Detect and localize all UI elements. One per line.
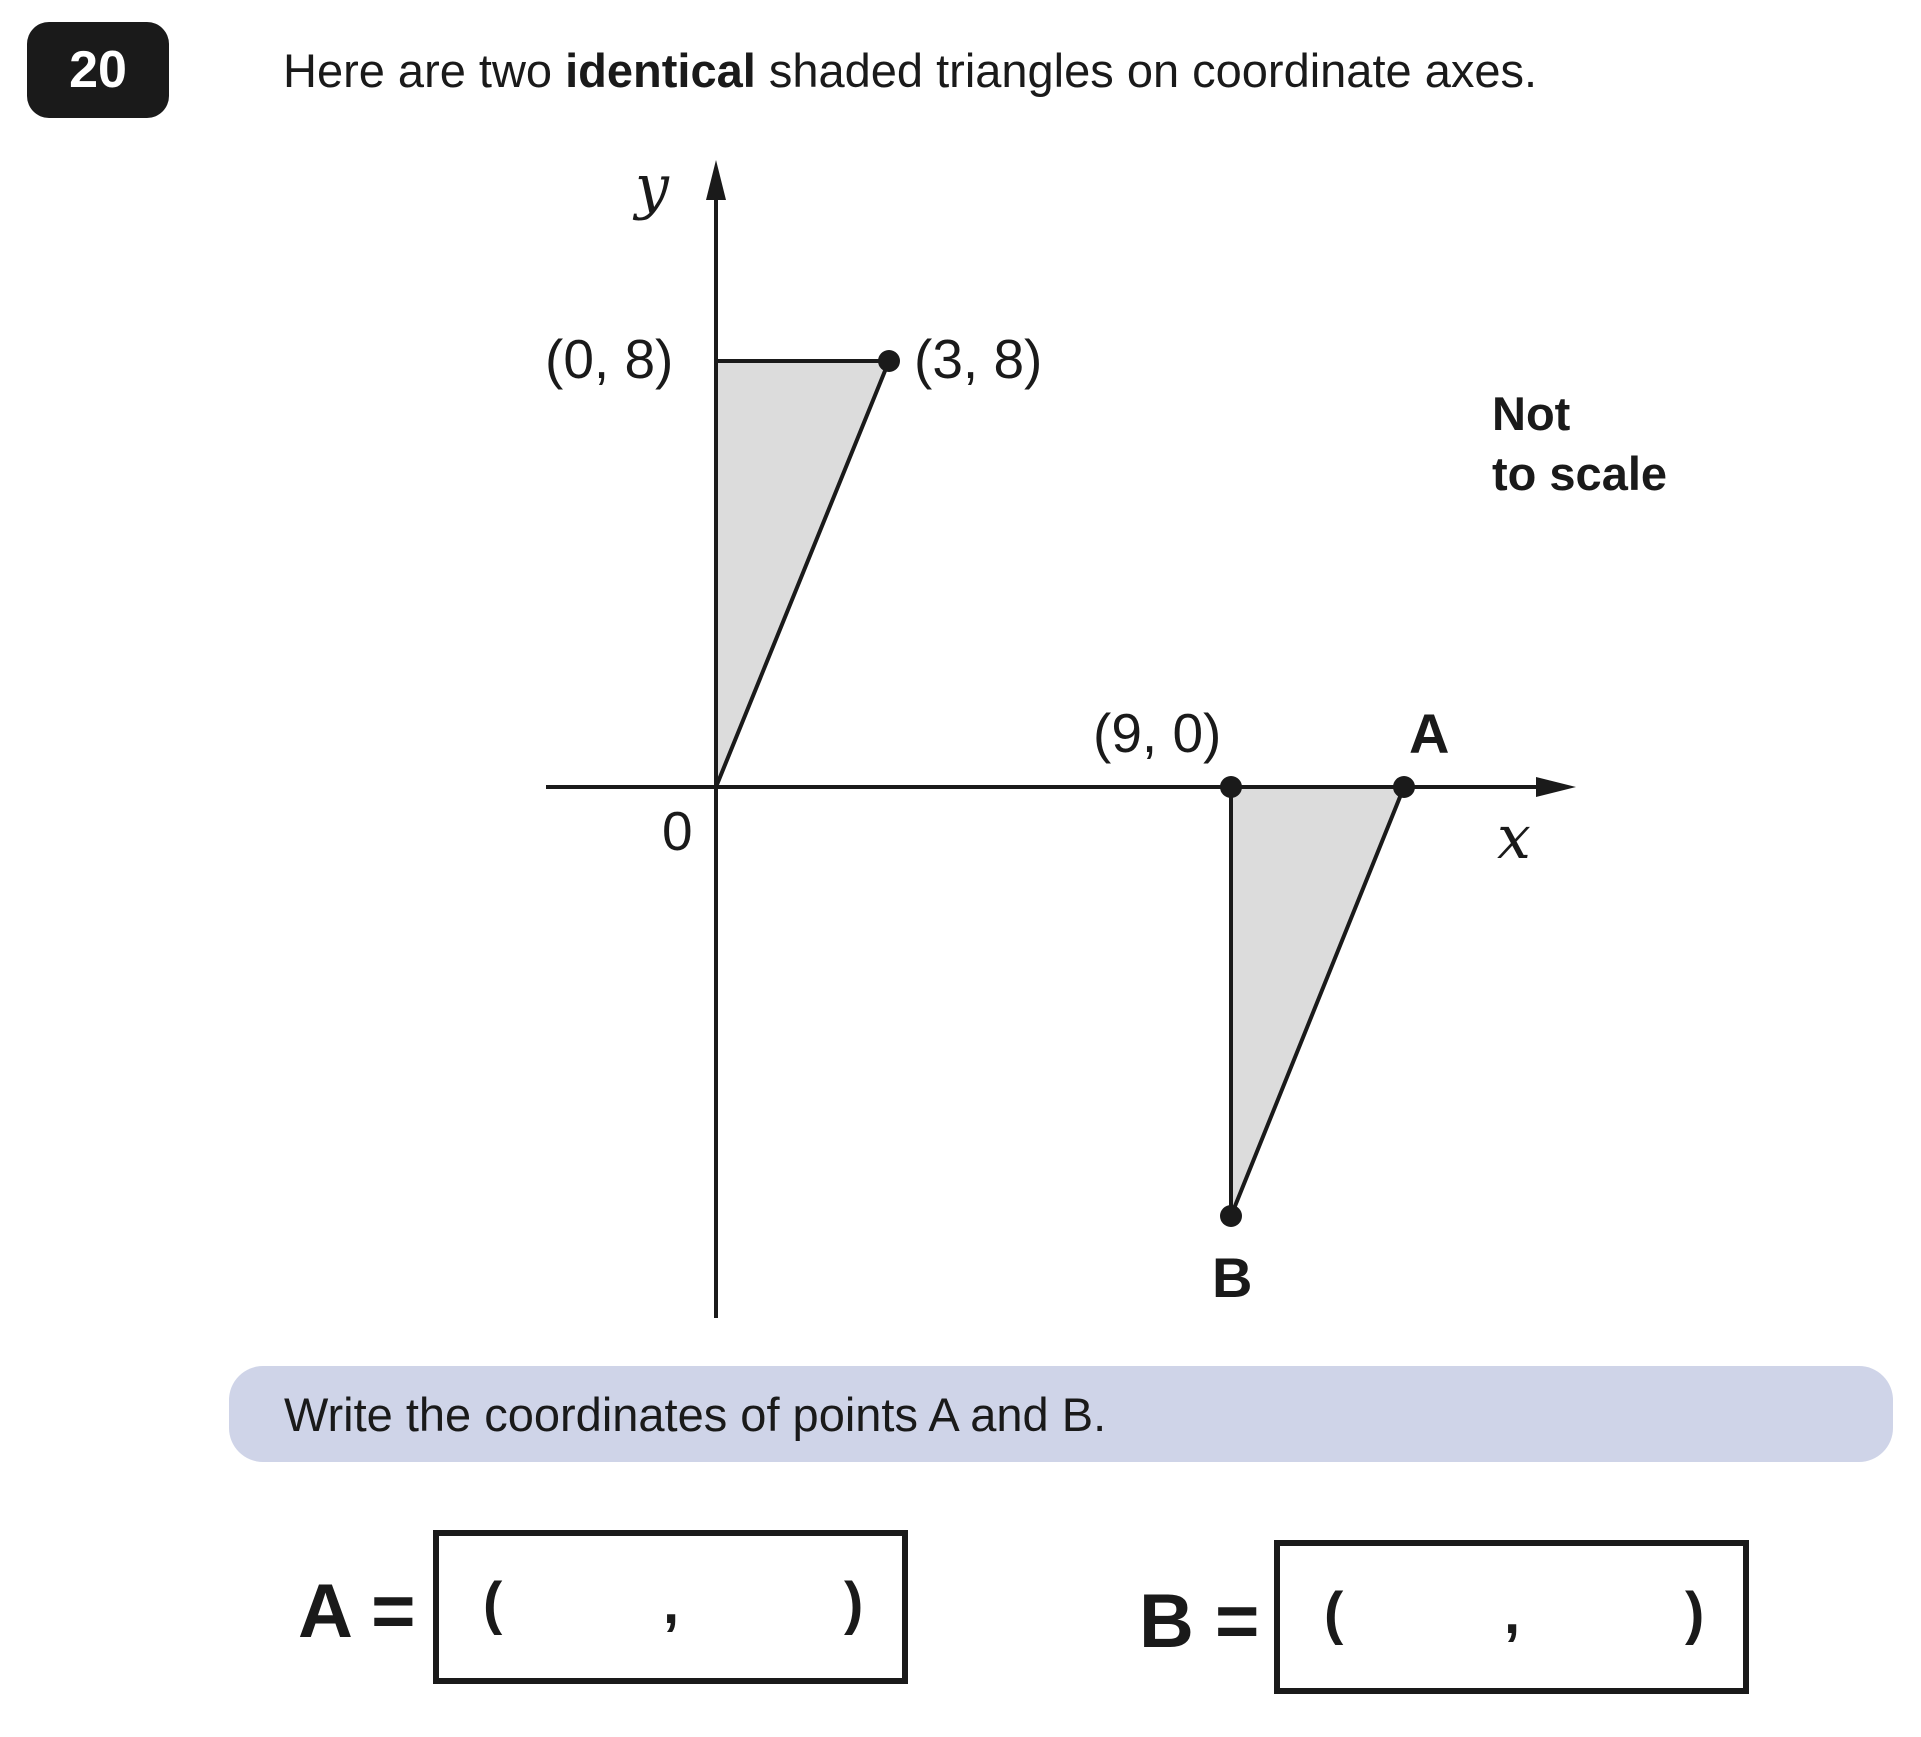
answer-b-comma: , <box>1504 1581 1521 1647</box>
answer-a-box[interactable] <box>433 1530 908 1684</box>
not-to-scale-line2: to scale <box>1492 447 1668 500</box>
x-axis-arrow <box>1536 777 1576 797</box>
question-text-end: shaded triangles on coordinate axes. <box>755 44 1538 97</box>
label-point-3-8: (3, 8) <box>914 328 1043 390</box>
question-text-start: Here are two <box>283 44 566 97</box>
point-a <box>1393 776 1415 798</box>
answer-b-open-paren: ( <box>1324 1581 1344 1647</box>
question-number: 20 <box>69 41 127 99</box>
answer-b-close-paren: ) <box>1685 1581 1705 1647</box>
answer-a-label: A = <box>298 1569 416 1654</box>
triangle-image <box>1231 787 1404 1216</box>
answer-b-box[interactable] <box>1274 1540 1749 1694</box>
not-to-scale-line1: Not <box>1492 387 1571 440</box>
point-9-0 <box>1220 776 1242 798</box>
question-text-emphasis: identical <box>565 44 756 97</box>
point-3-8 <box>878 350 900 372</box>
label-point-9-0: (9, 0) <box>1093 702 1222 764</box>
triangle-original <box>716 361 889 787</box>
label-point-0-8: (0, 8) <box>545 328 674 390</box>
answer-b-label: B = <box>1139 1579 1260 1664</box>
y-axis-arrow <box>706 160 726 200</box>
label-point-b: B <box>1212 1246 1253 1309</box>
answer-a-open-paren: ( <box>483 1571 503 1637</box>
point-b <box>1220 1205 1242 1227</box>
label-point-a: A <box>1409 702 1450 765</box>
x-axis-label: x <box>1497 803 1531 873</box>
instruction-banner <box>229 1366 1893 1462</box>
answer-a-close-paren: ) <box>844 1571 864 1637</box>
origin-label: 0 <box>662 800 693 862</box>
instruction-text: Write the coordinates of points A and B. <box>284 1387 1107 1441</box>
answer-a-comma: , <box>663 1571 680 1637</box>
y-axis-label: y <box>635 152 669 222</box>
